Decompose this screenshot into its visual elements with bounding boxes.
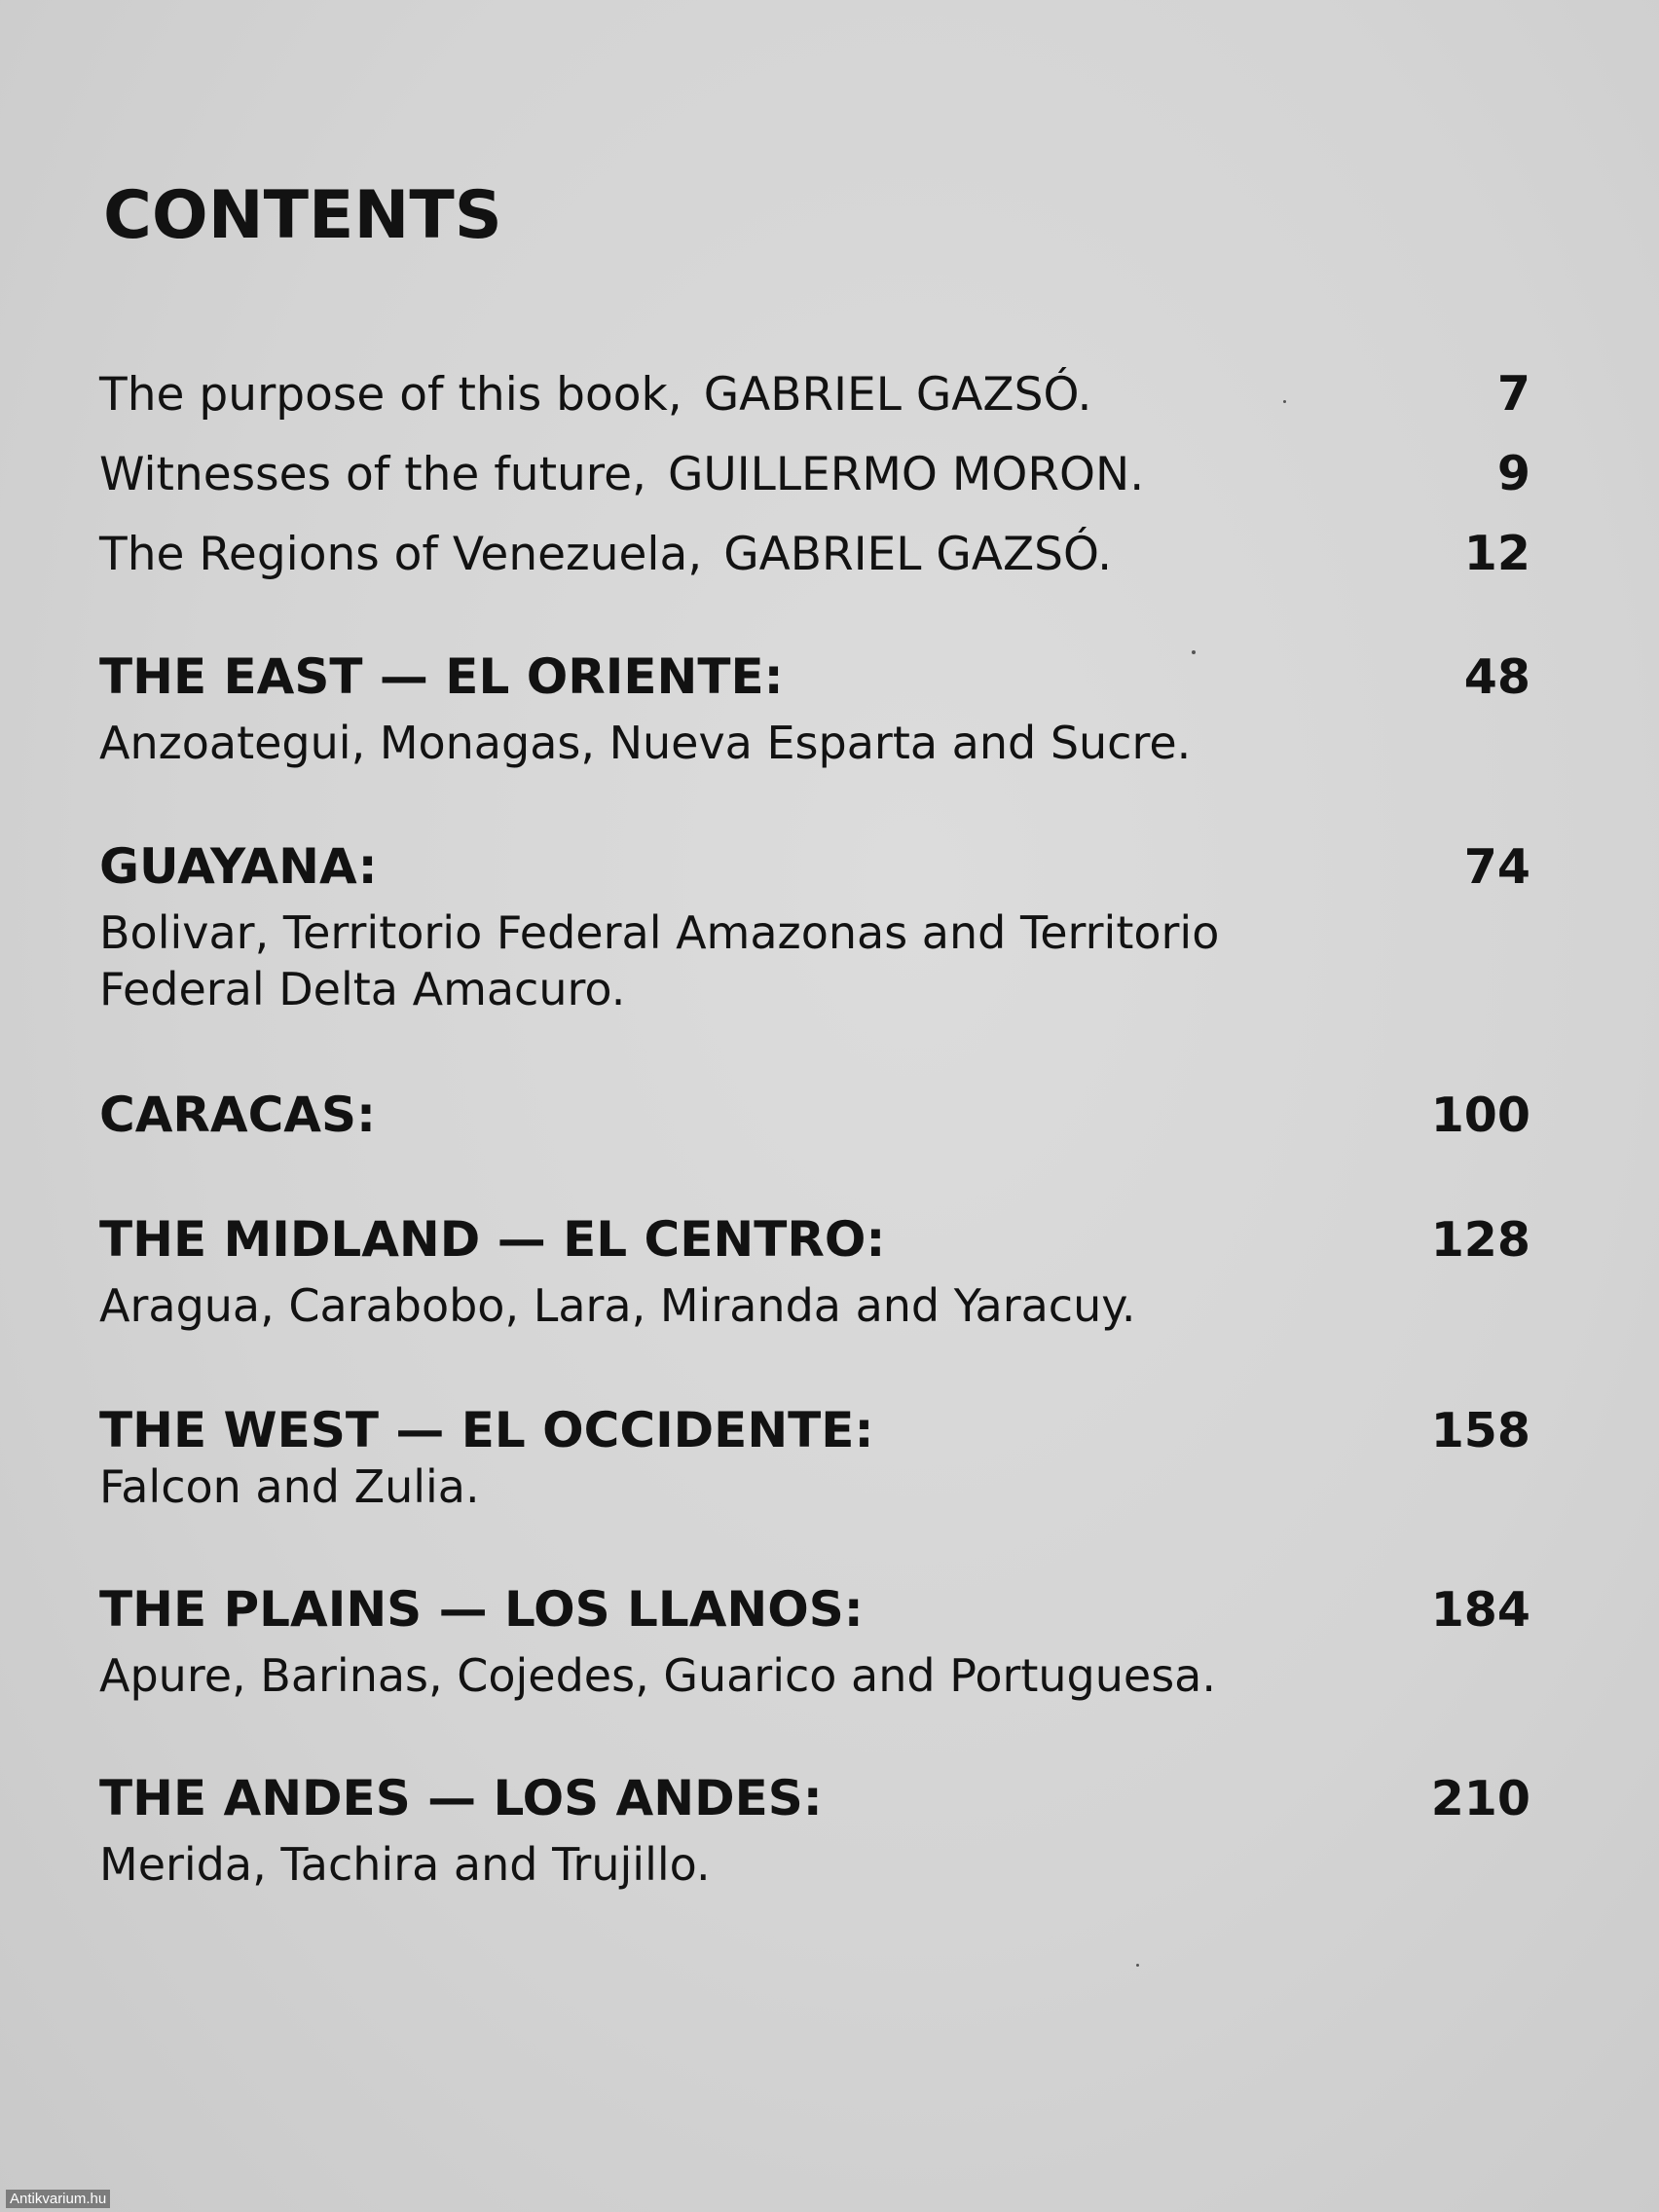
toc-entry-regions: [99, 526, 1530, 581]
toc-entry-author: GABRIEL GAZSÓ.: [703, 368, 1092, 422]
section-title: THE WEST — EL OCCIDENTE:: [99, 1402, 874, 1458]
toc-section-guayana: [99, 838, 1530, 1017]
section-title: CARACAS:: [99, 1087, 376, 1143]
paper-speck: [1136, 1964, 1139, 1967]
toc-section-east: [99, 648, 1530, 771]
toc-page-number: 9: [1496, 446, 1530, 501]
toc-section-caracas: [99, 1087, 1530, 1143]
paper-speck: [1192, 650, 1196, 654]
toc-entry-text: The Regions of Venezuela, GABRIEL GAZSÓ.: [99, 528, 1113, 581]
page-title: CONTENTS: [103, 177, 502, 254]
section-subtitle: Falcon and Zulia.: [99, 1460, 480, 1513]
section-subtitle: Aragua, Carabobo, Lara, Miranda and Yaracuy.: [99, 1279, 1136, 1332]
section-title: THE PLAINS — LOS LLANOS:: [99, 1581, 864, 1638]
toc-section-midland: [99, 1211, 1530, 1334]
toc-entry-purpose: [99, 366, 1530, 422]
section-subtitle: Bolivar, Territorio Federal Amazonas and Territorio Federal Delta Amacuro.: [99, 906, 1220, 1015]
toc-page-number: 74: [1463, 839, 1530, 895]
toc-entry-text: Witnesses of the future, GUILLERMO MORON.: [99, 448, 1145, 501]
toc-page-number: 210: [1430, 1771, 1530, 1826]
toc-page-number: 100: [1430, 1088, 1530, 1143]
watermark: Antikvarium.hu: [6, 2190, 110, 2208]
section-subtitle: Anzoategui, Monagas, Nueva Esparta and Sucre.: [99, 717, 1192, 769]
toc-entry-witnesses: [99, 446, 1530, 501]
toc-section-west: [99, 1402, 1530, 1515]
toc-page-number: 12: [1463, 526, 1530, 581]
paper-speck: [1283, 400, 1286, 403]
toc-page-number: 48: [1463, 649, 1530, 705]
toc-section-andes: [99, 1770, 1530, 1893]
toc-page-number: 158: [1430, 1403, 1530, 1458]
section-subtitle: Apure, Barinas, Cojedes, Guarico and Portuguesa.: [99, 1649, 1216, 1702]
toc-section-plains: [99, 1581, 1530, 1704]
section-title: GUAYANA:: [99, 838, 378, 895]
toc-entry-text: The purpose of this book, GABRIEL GAZSÓ.: [99, 368, 1092, 422]
toc-entry-author: GABRIEL GAZSÓ.: [723, 528, 1113, 581]
toc-entry-author: GUILLERMO MORON.: [667, 448, 1145, 501]
section-title: THE ANDES — LOS ANDES:: [99, 1770, 823, 1826]
section-title: THE MIDLAND — EL CENTRO:: [99, 1211, 886, 1268]
toc-page-number: 184: [1430, 1582, 1530, 1638]
section-subtitle: Merida, Tachira and Trujillo.: [99, 1838, 711, 1891]
toc-page-number: 128: [1430, 1212, 1530, 1268]
toc-page-number: 7: [1496, 366, 1530, 422]
section-title: THE EAST — EL ORIENTE:: [99, 648, 784, 705]
